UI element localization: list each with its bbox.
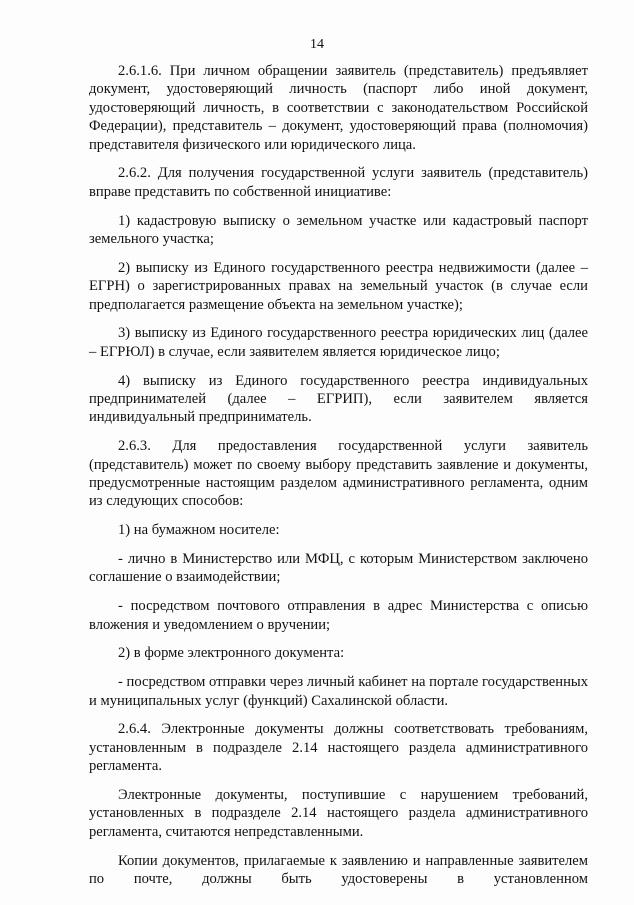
paragraph-2-6-3: 2.6.3. Для предоставления государственной услуги заявитель (представитель) может по своему выбору представить заявление и документы, предусмотренные настоящим разделом административного регламента, одним из следующих способов: — [89, 438, 588, 510]
list-item-paper-form: 1) на бумажном носителе: — [118, 522, 280, 539]
paragraph-2-6-2: 2.6.2. Для получения государственной услуги заявитель (представитель) вправе представить по собственной инициативе: — [89, 165, 588, 200]
list-item-by-post: - посредством почтового отправления в адрес Министерства с описью вложения и уведомлением о вручении; — [89, 598, 588, 633]
list-item-in-person: - лично в Министерство или МФЦ, с которым Министерством заключено соглашение о взаимодействии; — [89, 551, 588, 586]
document-body — [89, 62, 588, 899]
list-item-egrn-extract: 2) выписку из Единого государственного реестра недвижимости (далее – ЕГРН) о зарегистрированных правах на земельный участок (в случае если предполагается размещение объекта на земельном участке); — [89, 259, 588, 313]
paragraph-electronic-documents: Электронные документы, поступившие с нарушением требований, установленных в подразделе 2.14 настоящего раздела административного регламента, считаются непредставленными. — [89, 787, 588, 840]
list-item-egrip-extract: 4) выписку из Единого государственного реестра индивидуальных предпринимателей (далее – ЕГРИП), если заявителем является индивидуальный предприниматель. — [89, 372, 588, 426]
list-item-electronic-form: 2) в форме электронного документа: — [118, 645, 345, 662]
paragraph-2-6-1-6: 2.6.1.6. При личном обращении заявитель (представитель) предъявляет документ, удостоверяющий личность (паспорт либо иной документ, удостоверяющий личность, в соответствии с законодательством Российской Федерации), представитель – документ, удостоверяющий права (полномочия) представителя физического или юридического лица. — [89, 63, 588, 153]
paragraph-copies: Копии документов, прилагаемые к заявлению и направленные заявителем по почте, должны быть удостоверены в установленном — [89, 852, 588, 888]
paragraph-2-6-4: 2.6.4. Электронные документы должны соответствовать требованиям, установленным в подразделе 2.14 настоящего раздела административного регламента. — [89, 721, 588, 775]
list-item-portal: - посредством отправки через личный кабинет на портале государственных и муниципальных услуг (функций) Сахалинской области. — [89, 674, 588, 709]
list-item-cadastral-extract: 1) кадастровую выписку о земельном участке или кадастровый паспорт земельного участка; — [89, 212, 588, 248]
list-item-egrul-extract: 3) выписку из Единого государственного реестра юридических лиц (далее – ЕГРЮЛ) в случае, если заявителем является юридическое лицо; — [89, 325, 588, 360]
page-number: 14 — [310, 37, 324, 52]
